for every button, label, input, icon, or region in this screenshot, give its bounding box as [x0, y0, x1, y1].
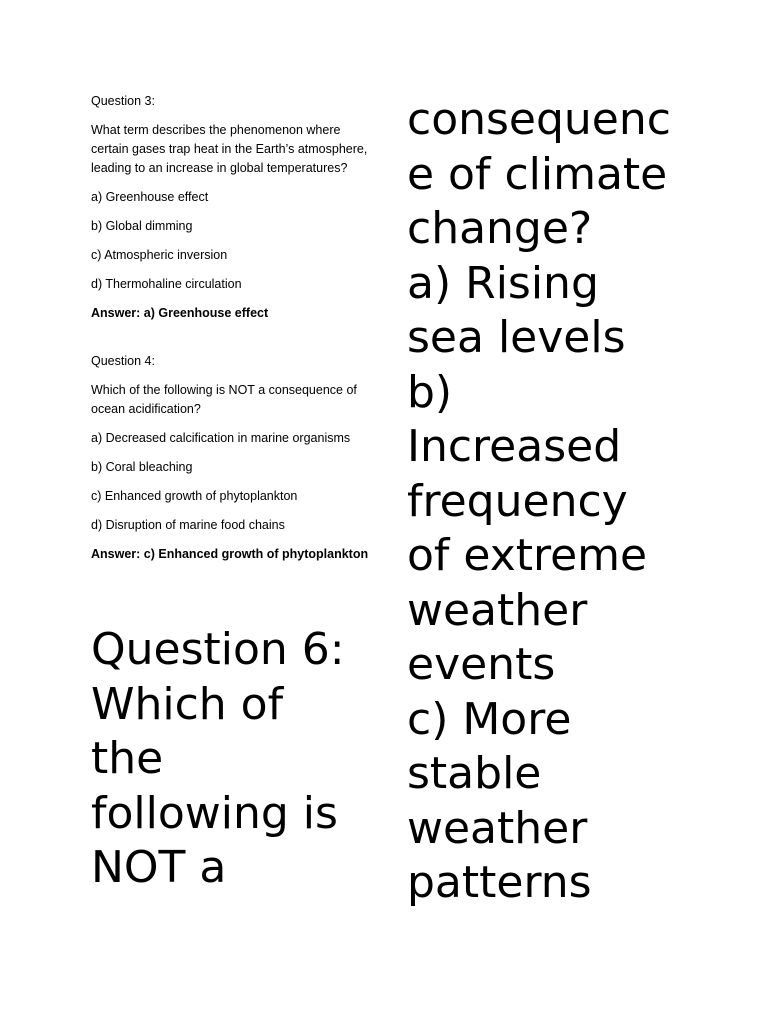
small-questions-column [91, 92, 371, 564]
question-4-option-a: a) Decreased calcification in marine organisms [91, 431, 351, 445]
question-6-right-line: Increased [407, 421, 622, 472]
question-4-label: Question 4: [91, 354, 155, 368]
question-3-answer: Answer: a) Greenhouse effect [91, 306, 269, 320]
question-6-right-line: a) Rising [407, 257, 599, 309]
question-3-label: Question 3: [91, 94, 155, 108]
question-4-option-c: c) Enhanced growth of phytoplankton [91, 489, 298, 503]
question-3-option-c: c) Atmospheric inversion [91, 248, 228, 262]
question-6-left-line: Question 6: [91, 624, 345, 675]
question-3-option-d: d) Thermohaline circulation [91, 277, 242, 291]
question-6-left-text [91, 623, 371, 896]
question-4-block [91, 352, 371, 564]
question-3-option-a: a) Greenhouse effect [91, 190, 209, 204]
question-6-right-line: change? [407, 203, 593, 254]
question-3-text: What term describes the phenomenon where certain gases trap heat in the Earth’s atmosphere, leading to an increase in global temperatures? [91, 123, 368, 175]
question-4-option-d: d) Disruption of marine food chains [91, 518, 285, 532]
question-6-right-line: frequency [407, 475, 628, 527]
question-6-right-line: c) More [407, 693, 572, 745]
question-4-text: Which of the following is NOT a consequence of ocean acidification? [91, 383, 357, 416]
question-3-block [91, 92, 371, 323]
question-6-right-line: consequenc [407, 94, 671, 145]
question-6-left-line: following is [91, 787, 338, 839]
question-6-right-line: events [407, 639, 556, 690]
question-4-answer: Answer: c) Enhanced growth of phytoplankton [91, 547, 369, 561]
question-6-right-line: of extreme [407, 530, 648, 581]
question-3-option-b: b) Global dimming [91, 219, 193, 233]
question-6-left-line: Which of [91, 678, 284, 730]
question-6-right-line: stable [407, 748, 542, 799]
question-6-right-line: weather [407, 802, 588, 854]
question-6-right-line: weather [407, 584, 588, 636]
question-6-right-line: patterns [407, 857, 592, 908]
question-6-left-line: the [91, 733, 164, 784]
question-4-option-b: b) Coral bleaching [91, 460, 193, 474]
question-6-right-line: b) [407, 366, 453, 418]
question-6-right-line: sea levels [407, 312, 626, 363]
question-6-right-line: e of climate [407, 148, 668, 200]
question-6-right-text [407, 93, 707, 911]
question-6-left-line: NOT a [91, 842, 227, 893]
